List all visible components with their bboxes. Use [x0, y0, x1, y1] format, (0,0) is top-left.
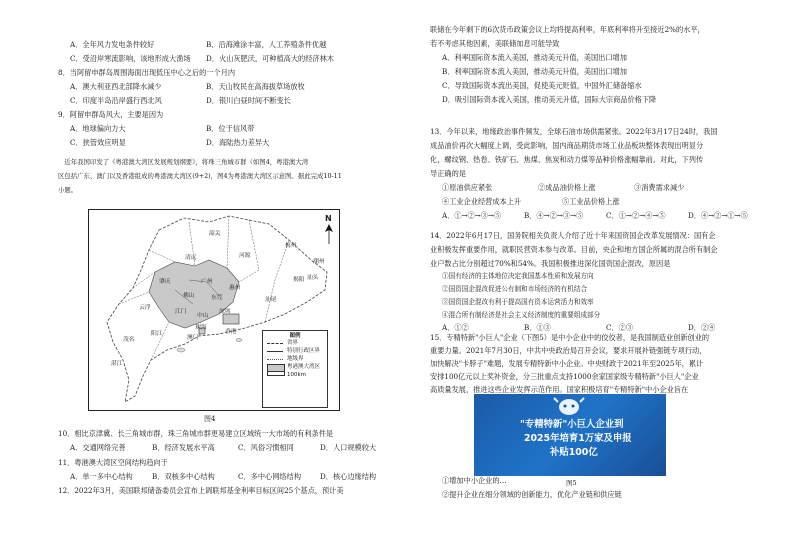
option-d: D．②④ — [688, 323, 716, 332]
option-c: C．狭管效应明显 — [70, 138, 126, 147]
q12-stem: 12．2022年3月，美国联邦储备委员会宣布上调联邦基金利率目标区间25个基点，预计美 — [58, 486, 344, 495]
city-label: 东莞 — [211, 295, 223, 301]
legend-label: 粤港澳大湾区 — [287, 364, 321, 370]
city-label: 佛山 — [183, 293, 195, 299]
option-a: A．全年风力发电条件较好 — [70, 40, 155, 49]
north-arrow-label: N — [325, 214, 332, 223]
option-c: C．②③ — [606, 323, 634, 332]
q8-options-cd — [70, 96, 342, 105]
north-arrow-icon — [325, 224, 333, 244]
city-label: 香港 — [225, 329, 237, 335]
option-a: A．①→②→③→⑤ — [442, 211, 502, 220]
q12-stem-continued: 若不考虑其他因素，美联储加息可能导致 — [430, 39, 560, 48]
q15-item-2: ②提升企业在细分领域的创新能力，优化产业链和供应链 — [442, 490, 622, 499]
legend-label: 特别行政区界 — [287, 348, 321, 354]
city-label: 深圳 — [219, 309, 231, 315]
q9-options-ab — [70, 124, 342, 133]
figure-5-headline-3: 补贴100亿 — [550, 447, 598, 458]
q12-option-b: B．利率国际资本流入美国，推动美元升值，美国出口增加 — [442, 67, 627, 76]
option-a: A．地球偏向力大 — [70, 124, 126, 133]
q8-options-ab — [70, 82, 342, 91]
q15-stem: 15．专精特新"小巨人"企业（下图5）是中小企业中的佼佼者，是我国制造业创新创业的 — [430, 333, 710, 342]
option-c: C．①→②→④→⑤ — [606, 211, 666, 220]
q8-stem: 8．当阿留申群岛周围海面出现低压中心之后的一个月内 — [58, 68, 236, 77]
city-label: 汕头 — [307, 275, 319, 281]
passage-line-2: 区包括广东、澳门以及香港组成的粤港澳大湾区(9+2)，图4为粤港澳大湾区示意图。据此完成10-11 — [58, 172, 342, 180]
q13-item: ⑤工业品价格上涨 — [562, 197, 620, 206]
q10-stem: 10．相比京津冀、长三角城市群，珠三角城市群更易建立区域统一大市场的有利条件是 — [58, 429, 334, 438]
q13-stem: 化，螺纹钢、热卷、铁矿石、焦煤、焦炭和动力煤等品种价格涨幅靠前。对此，下列传 — [430, 155, 704, 164]
option-d: D．人口规模较大 — [320, 443, 377, 452]
option-d: D．④→②→①→⑤ — [688, 211, 748, 220]
option-d: D．海陆热力差异大 — [206, 138, 270, 147]
q11-stem: 11．粤港澳大湾区空间结构趋向于 — [58, 458, 168, 467]
q14-item-2: ②国资国企混改促进公有制和市场经济的有机结合 — [442, 285, 588, 293]
option-b: B．天山牧民在高海拔草场放牧 — [206, 82, 305, 91]
option-a: A．①② — [442, 323, 469, 332]
city-label: 清远 — [185, 255, 197, 261]
figure-4-caption: 图4 — [204, 415, 216, 423]
option-b: B．④→②→③→⑤ — [524, 211, 584, 220]
option-a: A．澳大利亚西北部降水减少 — [70, 82, 162, 91]
q12-option-a: A．利率国际资本流入美国，推动美元升值，美国出口增加 — [442, 53, 627, 62]
legend-swatch — [267, 351, 283, 352]
option-c: C．受沿岸寒流影响，该地形成大渔场 — [70, 54, 191, 63]
q9-options-cd — [70, 138, 342, 147]
figure-5-headline-2: 2025年培育1万家及申报 — [524, 433, 632, 444]
q13-options — [442, 211, 748, 220]
q9-stem: 9．阿留申群岛风大，主要是因为 — [58, 110, 164, 119]
city-label: 中山 — [197, 313, 209, 319]
city-label: 肇庆 — [159, 279, 171, 285]
city-label: 梅州 — [285, 243, 297, 249]
map-legend — [262, 330, 328, 408]
q14-item-4: ④混合所有制经济是社会主义经济制度的重要组成部分 — [442, 311, 601, 319]
legend-scale — [263, 372, 327, 380]
q12-option-d: D．吸引国际资本流入美国，推动美元升值，国际大宗商品价格下降 — [442, 95, 657, 104]
legend-item — [263, 348, 327, 356]
q13-item: ④工业企业经营成本上升 — [442, 197, 522, 206]
q11-options — [70, 472, 376, 481]
q7-options-cd — [70, 54, 342, 63]
q14-item-3: ③国资国企混改有利于提高国有资本运营活力和效率 — [442, 298, 594, 306]
q13-stem: 成品油价再次大幅度上调，受此影响，国内商品期货市场工业品板块整体表现出明显分 — [430, 141, 704, 150]
q13-item: ②成品油价格上涨 — [538, 183, 596, 192]
city-label: 珠海 — [195, 325, 207, 331]
city-label: 湛江 — [111, 361, 123, 367]
city-label: 茂名 — [123, 337, 135, 343]
legend-swatch — [267, 343, 283, 344]
q14-stem: 业户数占比分别超过70%和54%。我国积极推进深化国资国企混改，原因是 — [430, 259, 671, 268]
legend-label: 省界 — [287, 340, 299, 346]
island-shape — [177, 348, 185, 352]
scale-bar — [267, 372, 285, 376]
q7-options-ab — [70, 40, 342, 49]
legend-title: 图例 — [289, 333, 301, 339]
city-label: 韶关 — [209, 231, 221, 237]
q13-item: ③消费需求减少 — [634, 183, 685, 192]
option-c: C．印度半岛沿岸盛行西北风 — [70, 96, 162, 105]
city-label: 江门 — [175, 309, 187, 315]
option-c: C．多中心网络结构 — [238, 472, 302, 481]
city-label: 云浮 — [139, 305, 151, 311]
mascot-icon — [552, 396, 586, 416]
legend-item — [263, 356, 327, 364]
city-label: 澳门 — [187, 335, 199, 341]
figure-5-headline-1: "专精特新"小巨人企业到 — [520, 419, 624, 430]
city-label: 汕尾 — [265, 297, 277, 303]
city-label: 揭阳 — [293, 277, 305, 283]
legend-label: 地级界 — [287, 356, 304, 362]
q15-stem: 高质量发展，推进这些企业发挥示范作用。国家积极培育"专精特新"中小企业旨在 — [430, 385, 689, 394]
island-shape — [236, 339, 242, 342]
q14-options — [442, 323, 715, 332]
city-label: 潮州 — [313, 259, 325, 265]
passage-line-1: 近年我国印发了《粤港澳大湾区发展规划纲要》，将珠三角城市群（如图4，粤港澳大湾 — [58, 158, 309, 166]
q15-stem: 重要力量。2021年7月30日，中共中央政治局召开会议，要求开展补链强链专项行动， — [430, 346, 707, 355]
q14-stem: 业积极发挥重要作用，就职民营资本参与改革。目前，央企和地方国企所属的混合所有制企 — [430, 245, 718, 254]
legend-item — [263, 340, 327, 348]
legend-swatch — [267, 359, 283, 360]
q15-stem: 加快解决"卡脖子"难题，发展专精特新中小企业。中央财政于2021年至2025年，累计 — [430, 359, 704, 368]
q12-stem-continued: 联储在今年剩下的6次货币政策会议上均将提高利率，年底利率将升至接近2%的水平， — [430, 25, 705, 34]
q14-stem: 14．2022年6月17日，国务院相关负责人介绍了近十年来国资国企改革发展情况：国有企 — [430, 231, 716, 240]
scale-label: 100km — [287, 372, 307, 378]
option-b: B．沿海滩涂丰富，人工养殖条件优越 — [206, 40, 327, 49]
map-figure-4 — [88, 209, 340, 411]
passage-line-3: 小题。 — [58, 186, 78, 194]
q10-options — [70, 443, 376, 452]
figure-5-caption: 图5 — [566, 479, 577, 487]
option-b: B．经济发展水平高 — [152, 443, 215, 452]
option-d: D．火山灰肥沃，可种植高大的经济林木 — [206, 54, 334, 63]
option-b: B．双核多中心结构 — [152, 472, 215, 481]
option-a: A．交通网络完善 — [70, 443, 126, 452]
figure-5-image — [474, 394, 666, 476]
option-b: B．①③ — [524, 323, 551, 332]
option-a: A．单一多中心结构 — [70, 472, 133, 481]
q13-stem: 13．今年以来，地缘政治事件频发，全球石油市场供需紧张。2022年3月17日24时，我国 — [430, 127, 718, 136]
option-d: D．银川白昼时间不断变长 — [206, 96, 291, 105]
q13-items-row1 — [442, 183, 684, 192]
q13-stem: 导正确的是 — [430, 169, 466, 178]
city-label: 阳江 — [151, 331, 163, 337]
q12-option-c: C．导致国际资本流出美国，促使美元贬值，中国外汇储备缩水 — [442, 81, 642, 90]
q14-item-1: ①国有经济的主体地位决定我国基本性质和发展方向 — [442, 272, 594, 280]
city-label: 广州 — [201, 279, 213, 285]
q13-item: ①原油供应紧张 — [442, 183, 493, 192]
option-c: C．风俗习惯相同 — [238, 443, 294, 452]
option-d: D．核心边缘结构 — [320, 472, 377, 481]
legend-item — [263, 364, 327, 372]
legend-swatch — [267, 364, 285, 372]
city-label: 惠州 — [229, 285, 241, 291]
q15-stem: 安排100亿元以上奖补资金，分三批重点支持1000余家国家级专精特新"小巨人"企业 — [430, 372, 699, 381]
city-label: 河源 — [239, 253, 251, 259]
q13-items-row2 — [442, 197, 620, 206]
q15-item-1: ①增加中小企业的… — [442, 476, 507, 485]
option-b: B．位于信风带 — [206, 124, 255, 133]
hongkong-shape — [223, 314, 239, 324]
